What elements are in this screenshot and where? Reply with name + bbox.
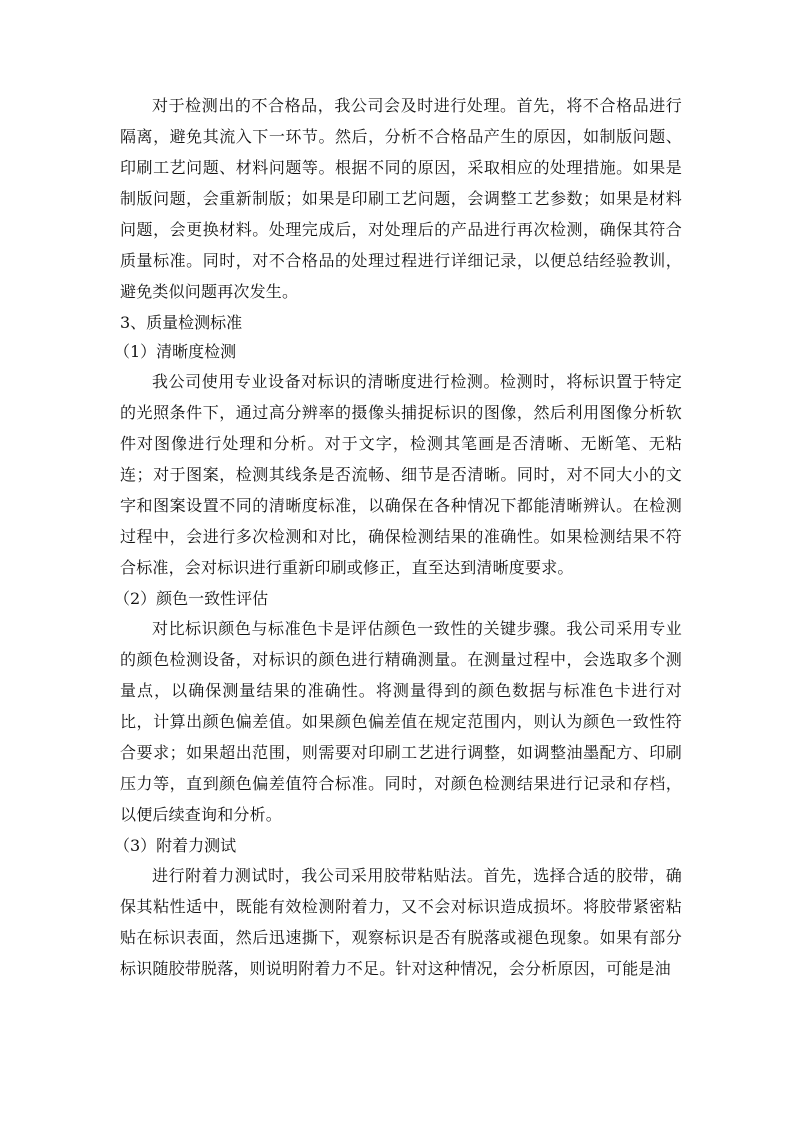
paragraph-nonconforming-handling: 对于检测出的不合格品，我公司会及时进行处理。首先，将不合格品进行隔离，避免其流入下一环节。然后，分析不合格品产生的原因，如制版问题、印刷工艺问题、材料问题等。根据不同的原因，采取相应的处理措施。如果是制版问题，会重新制版；如果是印刷工艺问题，会调整工艺参数；如果是材料问题，会更换材料。处理完成后，对处理后的产品进行再次检测，确保其符合质量标准。同时，对不合格品的处理过程进行详细记录，以便总结经验教训，避免类似问题再次发生。 bbox=[120, 96, 682, 301]
subheading-adhesion-test: （3）附着力测试 bbox=[114, 836, 237, 855]
paragraph-color-consistency: 对比标识颜色与标准色卡是评估颜色一致性的关键步骤。我公司采用专业的颜色检测设备，对标识的颜色进行精确测量。在测量过程中，会选取多个测量点，以确保测量结果的准确性。将测量得到的颜色数据与标准色卡进行对比，计算出颜色偏差值。如果颜色偏差值在规定范围内，则认为颜色一致性符合要求；如果超出范围，则需要对印刷工艺进行调整，如调整油墨配方、印刷压力等，直到颜色偏差值符合标准。同时，对颜色检测结果进行记录和存档，以便后续查询和分析。 bbox=[120, 619, 682, 824]
paragraph-clarity-test: 我公司使用专业设备对标识的清晰度进行检测。检测时，将标识置于特定的光照条件下，通过高分辨率的摄像头捕捉标识的图像，然后利用图像分析软件对图像进行处理和分析。对于文字，检测其笔画是否清晰、无断笔、无粘连；对于图案，检测其线条是否流畅、细节是否清晰。同时，对不同大小的文字和图案设置不同的清晰度标准，以确保在各种情况下都能清晰辨认。在检测过程中，会进行多次检测和对比，确保检测结果的准确性。如果检测结果不符合标准，会对标识进行重新印刷或修正，直至达到清晰度要求。 bbox=[120, 372, 682, 577]
paragraph-adhesion-test: 进行附着力测试时，我公司采用胶带粘贴法。首先，选择合适的胶带，确保其粘性适中，既能有效检测附着力，又不会对标识造成损坏。将胶带紧密粘贴在标识表面，然后迅速撕下，观察标识是否有脱落或褪色现象。如果有部分标识随胶带脱落，则说明附着力不足。针对这种情况，会分析原因，可能是油 bbox=[120, 866, 682, 978]
subheading-clarity-test: （1）清晰度检测 bbox=[114, 342, 237, 361]
subheading-color-consistency: （2）颜色一致性评估 bbox=[114, 589, 269, 608]
section-heading-quality-standards: 3、质量检测标准 bbox=[120, 313, 243, 332]
document-page bbox=[114, 90, 682, 984]
